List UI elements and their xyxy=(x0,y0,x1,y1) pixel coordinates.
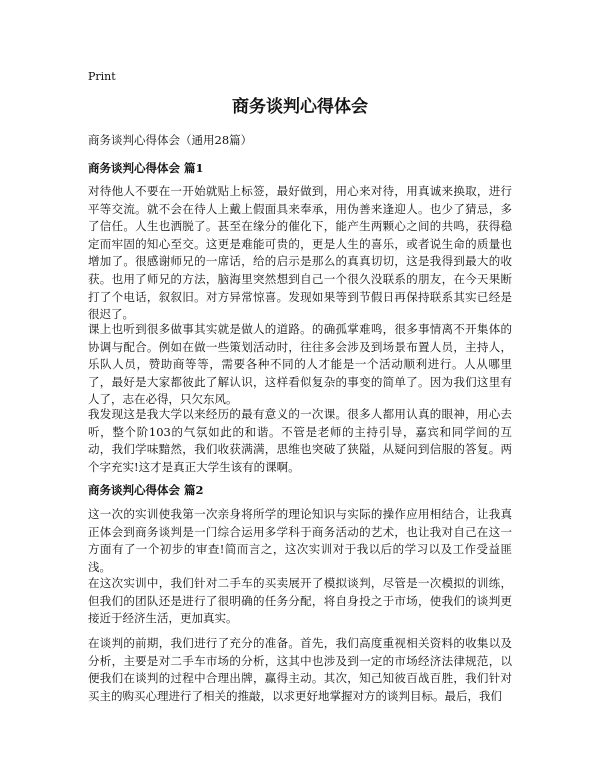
section-1-paragraph-1: 对待他人不要在一开始就贴上标签，最好做到，用心来对待，用真诚来换取，进行平等交流。就不会在待人上戴上假面具来奉承，用伪善来逢迎人。也少了猜忌，多了信任。人生也洒脱了。甚至在缘分的催化下，能产生两颗心之间的共鸣，获得稳定而牢固的知心至交。这更是难能可贵的，更是人生的喜乐，或者说生命的质量也增加了。很感谢师兄的一席话，给的启示是那么的真真切切，这是我得到最大的收获。也用了师兄的方法，脑海里突然想到自己一个很久没联系的朋友，在今天果断打了个电话，叙叙旧。对方异常惊喜。发现如果等到节假日再保持联系其实已经是很迟了。 xyxy=(88,184,512,322)
document-title: 商务谈判心得体会 xyxy=(232,97,368,117)
print-link[interactable]: Print xyxy=(88,70,116,83)
section-1-paragraph-3: 我发现这是我大学以来经历的最有意义的一次课。很多人都用认真的眼神，用心去听，整个阶103的气氛如此的和谐。不管是老师的主持引导，嘉宾和同学间的互动，我们学味黯然，我们收获满满，思维也突破了狭隘，从疑问到信服的答复。两个字充实!这才是真正大学生该有的课啊。 xyxy=(88,407,512,474)
section-1-paragraph-2: 课上也听到很多做事其实就是做人的道路。的确孤掌难鸣，很多事情离不开集体的协调与配合。例如在做一些策划活动时，往往多会涉及到场景布置人员，主持人，乐队人员，赞助商等等，需要各种不同的人才能是一个活动顺利进行。人从哪里了，最好是大家都彼此了解认识，这样看似复杂的事变的简单了。因为我们这里有人了，志在必得，只欠东风。 xyxy=(88,322,512,407)
section-2-paragraph-1: 这一次的实训使我第一次亲身将所学的理论知识与实际的操作应用相结合，让我真正体会到商务谈判是一门综合运用多学科于商务活动的艺术，也让我对自己在这一方面有了一个初步的审查!简而言之，这次实训对于我以后的学习以及工作受益匪浅。 xyxy=(88,507,512,574)
document-subtitle: 商务谈判心得体会（通用28篇） xyxy=(88,133,253,147)
section-2-paragraph-3: 在谈判的前期，我们进行了充分的准备。首先，我们高度重视相关资料的收集以及分析，主要是对二手车市场的分析，这其中也涉及到一定的市场经济法律规范，以便我们在谈判的过程中合理出牌，赢得主动。其次，知己知彼百战百胜，我们针对买主的购买心理进行了相关的推敲，以求更好地掌握对方的谈判目标。最后，我们 xyxy=(88,636,512,703)
section-heading-1: 商务谈判心得体会 篇1 xyxy=(88,161,204,175)
section-2-paragraph-2: 在这次实训中，我们针对二手车的买卖展开了模拟谈判，尽管是一次模拟的训练，但我们的团队还是进行了很明确的任务分配，将自身投之于市场，使我们的谈判更接近于经济生活，更加真实。 xyxy=(88,576,512,626)
section-heading-2: 商务谈判心得体会 篇2 xyxy=(88,483,204,497)
